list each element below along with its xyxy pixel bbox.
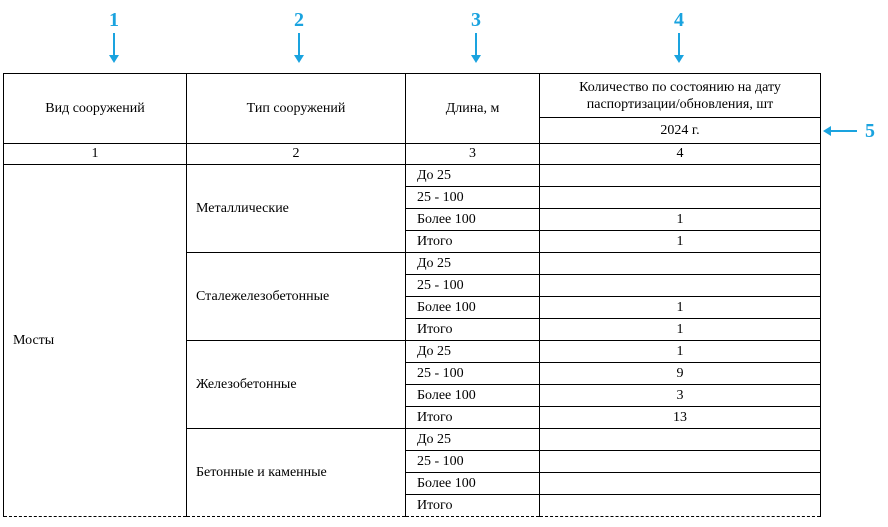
count-cell: 1: [540, 297, 821, 319]
column-number-3: 3: [406, 144, 540, 165]
column-marker-2: 2: [294, 9, 304, 31]
column-number-1: 1: [4, 144, 187, 165]
length-cell: Более 100: [406, 209, 540, 231]
arrow-down-icon: [298, 33, 300, 61]
column-marker-4: 4: [674, 9, 684, 31]
header-structure-kind: Вид сооружений: [4, 74, 187, 144]
length-cell: До 25: [406, 165, 540, 187]
length-cell: Более 100: [406, 473, 540, 495]
column-number-4: 4: [540, 144, 821, 165]
length-cell: Итого: [406, 407, 540, 429]
structure-kind-cell: Мосты: [4, 165, 187, 517]
count-cell: 3: [540, 385, 821, 407]
length-cell: Более 100: [406, 297, 540, 319]
count-cell: [540, 495, 821, 517]
column-number-2: 2: [187, 144, 406, 165]
length-cell: 25 - 100: [406, 451, 540, 473]
arrow-down-icon: [678, 33, 680, 61]
header-year: 2024 г.: [540, 118, 821, 144]
count-cell: 9: [540, 363, 821, 385]
count-cell: [540, 187, 821, 209]
table-row: [4, 165, 821, 187]
header-length: Длина, м: [406, 74, 540, 144]
length-cell: Итого: [406, 231, 540, 253]
count-cell: [540, 275, 821, 297]
arrow-down-icon: [475, 33, 477, 61]
length-cell: 25 - 100: [406, 187, 540, 209]
header-count: Количество по состоянию на дату паспортизации/обновления, шт: [540, 74, 821, 118]
column-marker-1: 1: [109, 9, 119, 31]
row-marker-5: 5: [865, 120, 875, 142]
length-cell: Более 100: [406, 385, 540, 407]
count-cell: [540, 473, 821, 495]
column-marker-3: 3: [471, 9, 481, 31]
length-cell: Итого: [406, 495, 540, 517]
length-cell: Итого: [406, 319, 540, 341]
length-cell: До 25: [406, 429, 540, 451]
count-cell: [540, 451, 821, 473]
length-cell: 25 - 100: [406, 275, 540, 297]
header-structure-type: Тип сооружений: [187, 74, 406, 144]
structure-type-cell: Металлические: [187, 165, 406, 253]
count-cell: [540, 429, 821, 451]
count-cell: [540, 165, 821, 187]
length-cell: До 25: [406, 253, 540, 275]
count-cell: 1: [540, 209, 821, 231]
length-cell: 25 - 100: [406, 363, 540, 385]
count-cell: [540, 253, 821, 275]
count-cell: 1: [540, 319, 821, 341]
structure-type-cell: Бетонные и каменные: [187, 429, 406, 517]
structure-type-cell: Железобетонные: [187, 341, 406, 429]
count-cell: 13: [540, 407, 821, 429]
structure-type-cell: Сталежелезобетонные: [187, 253, 406, 341]
length-cell: До 25: [406, 341, 540, 363]
structures-table: [3, 73, 821, 517]
arrow-left-icon: [829, 130, 857, 132]
count-cell: 1: [540, 231, 821, 253]
count-cell: 1: [540, 341, 821, 363]
arrow-down-icon: [113, 33, 115, 61]
